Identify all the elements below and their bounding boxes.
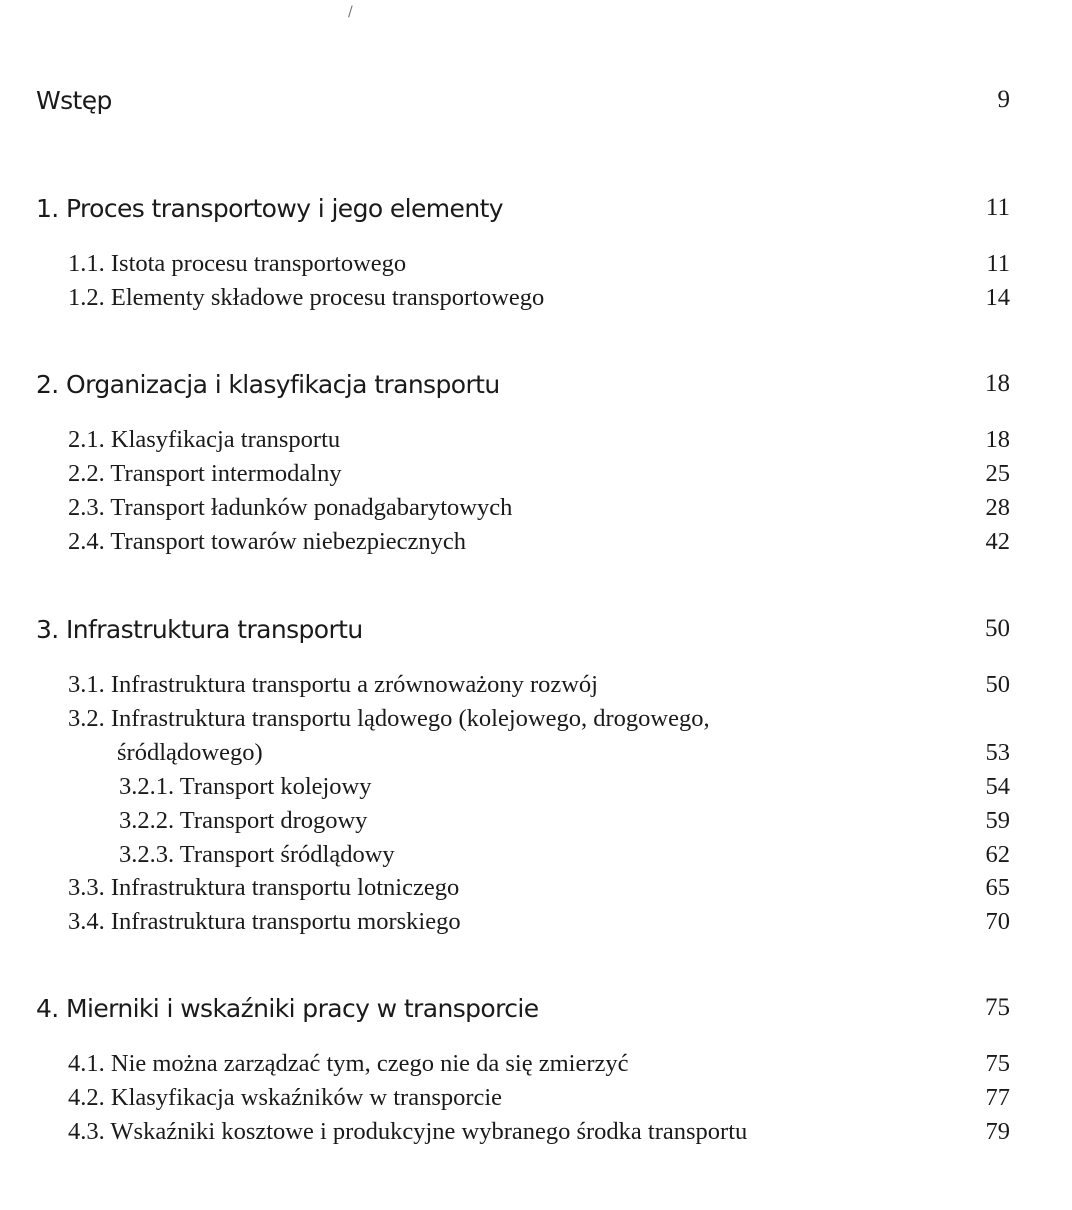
toc-entry-title: 3.2.1. Transport kolejowy	[119, 773, 372, 800]
toc-entry-4-1	[0, 1050, 1010, 1082]
toc-entry-1-1	[0, 250, 1010, 282]
toc-entry-page: 53	[985, 739, 1010, 766]
toc-entry-page: 59	[985, 807, 1010, 834]
toc-entry-page: 65	[985, 874, 1010, 901]
toc-entry-page: 75	[985, 1050, 1010, 1077]
toc-entry-title: 3.3. Infrastruktura transportu lotniczego	[68, 874, 460, 901]
toc-entry-page: 25	[985, 460, 1010, 487]
toc-chapter-2	[0, 370, 1010, 402]
toc-entry-title: 1.1. Istota procesu transportowego	[68, 250, 407, 277]
toc-entry-title: 2.4. Transport towarów niebezpiecznych	[68, 528, 467, 555]
toc-entry-2-3	[0, 494, 1010, 526]
toc-entry-3-2	[0, 705, 1010, 737]
toc-entry-title: 1.2. Elementy składowe procesu transportowego	[68, 284, 545, 311]
toc-chapter-1	[0, 194, 1010, 226]
toc-entry-page: 62	[985, 841, 1010, 868]
toc-chapter-title: 3. Infrastruktura transportu	[36, 615, 363, 644]
toc-entry-intro	[0, 86, 1010, 118]
toc-entry-title: 2.1. Klasyfikacja transportu	[68, 426, 341, 453]
toc-entry-1-2	[0, 284, 1010, 316]
toc-chapter-title: 4. Mierniki i wskaźniki pracy w transporcie	[36, 994, 539, 1023]
toc-entry-3-2-continuation	[0, 739, 1010, 771]
toc-chapter-4	[0, 994, 1010, 1026]
toc-entry-title: 4.1. Nie można zarządzać tym, czego nie da się zmierzyć	[68, 1050, 629, 1077]
toc-entry-3-2-2	[0, 807, 1010, 839]
toc-entry-title: 2.2. Transport intermodalny	[68, 460, 342, 487]
toc-entry-page: 11	[986, 250, 1010, 277]
toc-entry-page: 50	[985, 671, 1010, 698]
toc-entry-title: 2.3. Transport ładunków ponadgabarytowych	[68, 494, 513, 521]
toc-chapter-page: 11	[985, 194, 1010, 221]
toc-entry-title: Wstęp	[36, 86, 112, 115]
toc-entry-3-3	[0, 874, 1010, 906]
toc-entry-2-1	[0, 426, 1010, 458]
toc-entry-4-2	[0, 1084, 1010, 1116]
toc-entry-title: 3.4. Infrastruktura transportu morskiego	[68, 908, 461, 935]
toc-entry-title: 3.2. Infrastruktura transportu lądowego (kolejowego, drogowego,	[68, 705, 710, 732]
toc-entry-page: 42	[985, 528, 1010, 555]
toc-entry-page: 14	[985, 284, 1010, 311]
toc-entry-page: 28	[985, 494, 1010, 521]
toc-entry-title: 3.1. Infrastruktura transportu a zrównoważony rozwój	[68, 671, 598, 698]
toc-entry-2-2	[0, 460, 1010, 492]
toc-entry-4-3	[0, 1118, 1010, 1150]
toc-chapter-title: 2. Organizacja i klasyfikacja transportu	[36, 370, 500, 399]
toc-entry-3-1	[0, 671, 1010, 703]
toc-chapter-page: 75	[985, 994, 1010, 1021]
toc-entry-title: 3.2.2. Transport drogowy	[119, 807, 368, 834]
toc-entry-3-2-1	[0, 773, 1010, 805]
toc-entry-3-2-3	[0, 841, 1010, 873]
toc-chapter-page: 50	[985, 615, 1010, 642]
toc-entry-title: 3.2.3. Transport śródlądowy	[119, 841, 395, 868]
toc-entry-3-4	[0, 908, 1010, 940]
toc-entry-title: 4.3. Wskaźniki kosztowe i produkcyjne wybranego środka transportu	[68, 1118, 748, 1145]
toc-chapter-page: 18	[985, 370, 1010, 397]
toc-entry-title-continuation: śródlądowego)	[117, 739, 263, 766]
toc-entry-page: 79	[985, 1118, 1010, 1145]
toc-chapter-title: 1. Proces transportowy i jego elementy	[36, 194, 503, 223]
scan-speck: /	[348, 4, 353, 20]
toc-entry-page: 9	[997, 86, 1010, 113]
toc-entry-title: 4.2. Klasyfikacja wskaźników w transporcie	[68, 1084, 503, 1111]
toc-entry-page: 77	[985, 1084, 1010, 1111]
toc-chapter-3	[0, 615, 1010, 647]
toc-entry-page: 54	[985, 773, 1010, 800]
toc-entry-2-4	[0, 528, 1010, 560]
toc-entry-page: 70	[985, 908, 1010, 935]
toc-entry-page: 18	[985, 426, 1010, 453]
